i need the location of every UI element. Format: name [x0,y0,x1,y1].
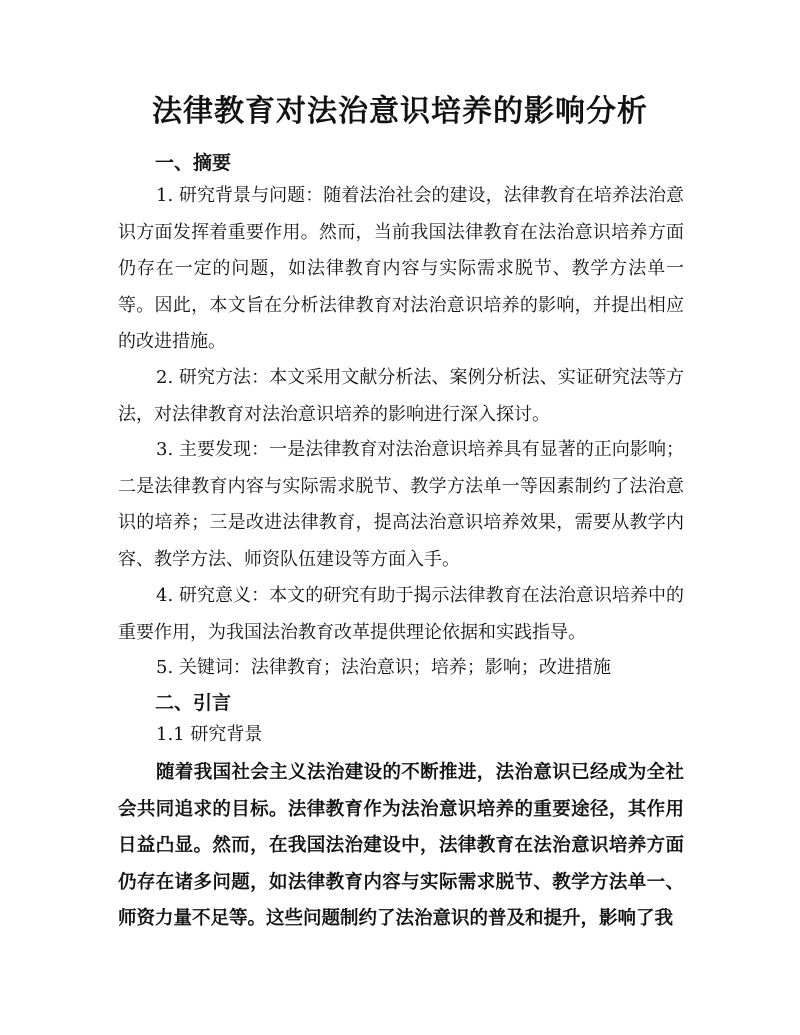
abstract-item-1: 1. 研究背景与问题：随着法治社会的建设，法律教育在培养法治意识方面发挥着重要作用。然而，当前我国法律教育在法治意识培养方面仍存在一定的问题，如法律教育内容与实际需求脱节、教学方法单一等。因此，本文旨在分析法律教育对法治意识培养的影响，并提出相应的改进措施。 [118,185,684,352]
page-title: 法律教育对法治意识培养的影响分析 [152,94,648,129]
abstract-item-3: 3. 主要发现：一是法律教育对法治意识培养具有显著的正向影响；二是法律教育内容与实际需求脱节、教学方法单一等因素制约了法治意识的培养；三是改进法律教育，提高法治意识培养效果，需要从教学内容、教学方法、师资队伍建设等方面入手。 [118,439,684,570]
abstract-item-5: 5. 关键词：法律教育；法治意识；培养；影响；改进措施 [156,657,611,678]
abstract-heading: 一、摘要 [155,152,232,174]
abstract-item-2: 2. 研究方法：本文采用文献分析法、案例分析法、实证研究法等方法，对法律教育对法治意识培养的影响进行深入探讨。 [118,367,684,425]
intro-paragraph: 随着我国社会主义法治建设的不断推进，法治意识已经成为全社会共同追求的目标。法律教育作为法治意识培养的重要途径，其作用日益凸显。然而，在我国法治建设中，法律教育在法治意识培养方面仍存在诸多问题，如法律教育内容与实际需求脱节、教学方法单一、师资力量不足等。这些问题制约了法治意识的普及和提升，影响了我 [118,762,684,929]
abstract-item-4: 4. 研究意义：本文的研究有助于揭示法律教育在法治意识培养中的重要作用，为我国法治教育改革提供理论依据和实践指导。 [118,585,684,643]
intro-subheading: 1.1 研究背景 [156,724,263,745]
intro-heading: 二、引言 [155,692,232,714]
